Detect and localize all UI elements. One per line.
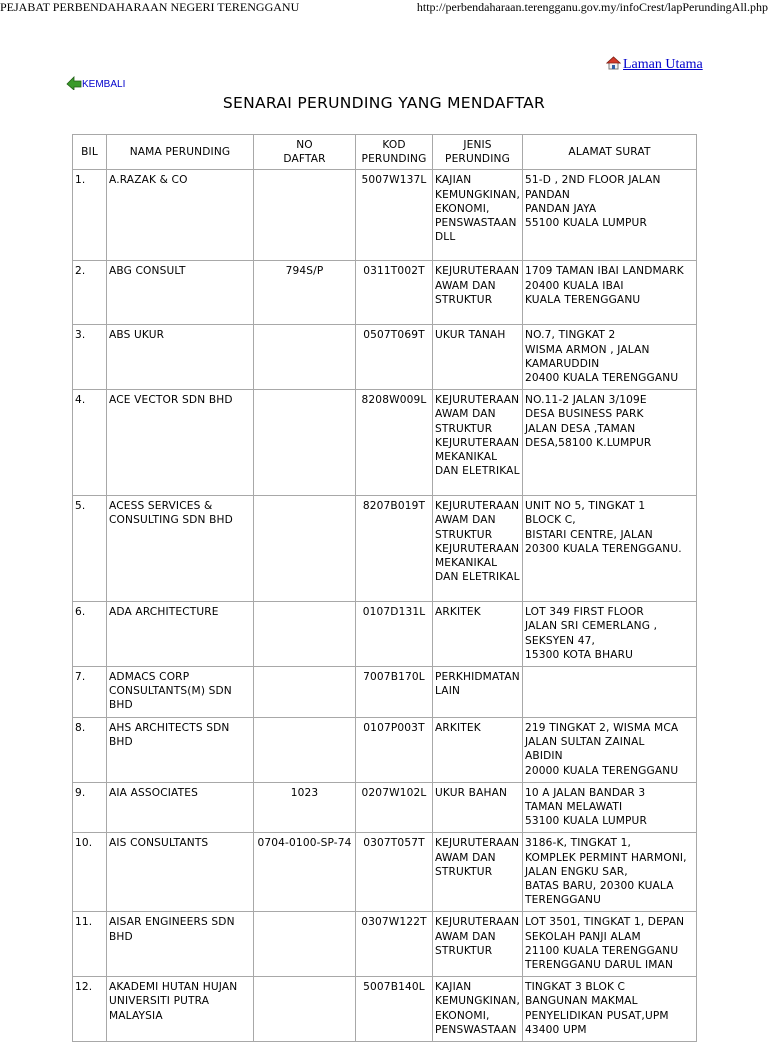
cell-alamat-line: BLOCK C, bbox=[525, 514, 576, 527]
cell-nama-line: ADMACS CORP bbox=[109, 671, 190, 684]
print-header bbox=[0, 0, 768, 18]
page-url: http://perbendaharaan.terengganu.gov.my/infoCrest/lapPerundingAll.php bbox=[416, 0, 768, 14]
cell-alamat-line: 20000 KUALA TERENGGANU bbox=[525, 764, 679, 777]
table-row bbox=[73, 718, 697, 783]
cell-alamat bbox=[523, 496, 697, 602]
cell-nama-line: AKADEMI HUTAN HUJAN bbox=[109, 981, 238, 994]
cell-jenis-line: PENSWASTAAN bbox=[435, 217, 517, 230]
cell-kod: 0107P003T bbox=[356, 718, 433, 783]
cell-alamat bbox=[523, 718, 697, 783]
cell-nama bbox=[107, 782, 254, 833]
cell-nama-line: ABG CONSULT bbox=[109, 265, 186, 278]
cell-jenis-line: KEJURUTERAAN bbox=[435, 436, 520, 449]
cell-alamat-line: KAMARUDDIN bbox=[525, 357, 600, 370]
cell-kod: 5007W137L bbox=[356, 170, 433, 261]
cell-jenis-line: UKUR TANAH bbox=[435, 329, 506, 342]
cell-alamat-line: 51-D , 2ND FLOOR JALAN bbox=[525, 174, 661, 187]
cell-jenis-line: KEJURUTERAAN bbox=[435, 265, 520, 278]
header-jenis: JENIS PERUNDING bbox=[433, 135, 523, 170]
cell-no-daftar bbox=[254, 977, 356, 1042]
table-row bbox=[73, 782, 697, 833]
cell-nama bbox=[107, 718, 254, 783]
cell-alamat bbox=[523, 170, 697, 261]
table-body bbox=[73, 170, 697, 1042]
cell-alamat-line: PANDAN JAYA bbox=[525, 202, 597, 215]
cell-alamat-line: DESA BUSINESS PARK bbox=[525, 408, 644, 421]
cell-bil: 6. bbox=[73, 602, 107, 667]
cell-alamat-line: UNIT NO 5, TINGKAT 1 bbox=[525, 500, 646, 513]
cell-jenis-line: KEMUNGKINAN, bbox=[435, 995, 521, 1008]
cell-jenis bbox=[433, 325, 523, 390]
cell-nama-line: ABS UKUR bbox=[109, 329, 165, 342]
cell-alamat-line: 10 A JALAN BANDAR 3 bbox=[525, 786, 646, 799]
cell-jenis-line: LAIN bbox=[435, 685, 461, 698]
cell-alamat bbox=[523, 977, 697, 1042]
cell-no-daftar bbox=[254, 390, 356, 496]
cell-nama-line: CONSULTING SDN BHD bbox=[109, 514, 233, 527]
table-row bbox=[73, 912, 697, 977]
cell-jenis-line: KEMUNGKINAN, bbox=[435, 188, 521, 201]
table-row bbox=[73, 170, 697, 261]
cell-alamat-line: 20400 KUALA IBAI bbox=[525, 279, 624, 292]
cell-jenis-line: KAJIAN bbox=[435, 174, 472, 187]
cell-nama-line: ACESS SERVICES & bbox=[109, 500, 213, 513]
cell-nama-line: MALAYSIA bbox=[109, 1009, 163, 1022]
cell-alamat-line: 1709 TAMAN IBAI LANDMARK bbox=[525, 265, 684, 278]
cell-kod: 5007B140L bbox=[356, 977, 433, 1042]
cell-bil: 4. bbox=[73, 390, 107, 496]
cell-nama bbox=[107, 325, 254, 390]
cell-jenis-line: KEJURUTERAAN bbox=[435, 500, 520, 513]
cell-alamat-line: 53100 KUALA LUMPUR bbox=[525, 815, 647, 828]
cell-alamat bbox=[523, 390, 697, 496]
cell-alamat-line: JALAN SULTAN ZAINAL bbox=[525, 736, 645, 749]
cell-kod: 0311T002T bbox=[356, 261, 433, 325]
cell-nama-line: ACE VECTOR SDN BHD bbox=[109, 394, 233, 407]
header-kod: KOD PERUNDING bbox=[356, 135, 433, 170]
cell-jenis bbox=[433, 718, 523, 783]
cell-nama-line: BHD bbox=[109, 930, 133, 943]
cell-alamat-line: TINGKAT 3 BLOK C bbox=[525, 981, 626, 994]
cell-alamat-line: BANGUNAN MAKMAL bbox=[525, 995, 638, 1008]
cell-alamat-line: NO.11-2 JALAN 3/109E bbox=[525, 394, 647, 407]
cell-jenis bbox=[433, 782, 523, 833]
house-icon bbox=[606, 56, 621, 70]
cell-alamat-line: JALAN SRI CEMERLANG , bbox=[525, 620, 658, 633]
cell-jenis bbox=[433, 667, 523, 718]
table-row bbox=[73, 833, 697, 912]
cell-jenis-line: AWAM DAN bbox=[435, 851, 496, 864]
back-link-label: KEMBALI bbox=[82, 79, 126, 90]
home-link-label: Laman Utama bbox=[623, 57, 703, 72]
cell-jenis bbox=[433, 602, 523, 667]
cell-alamat-line: 55100 KUALA LUMPUR bbox=[525, 217, 647, 230]
cell-no-daftar bbox=[254, 718, 356, 783]
cell-no-daftar: 794S/P bbox=[254, 261, 356, 325]
cell-alamat-line: PENYELIDIKAN PUSAT,UPM bbox=[525, 1009, 669, 1022]
cell-alamat bbox=[523, 261, 697, 325]
cell-jenis bbox=[433, 833, 523, 912]
cell-nama-line: BHD bbox=[109, 699, 133, 712]
cell-jenis-line: UKUR BAHAN bbox=[435, 786, 508, 799]
cell-jenis-line: KEJURUTERAAN bbox=[435, 916, 520, 929]
cell-kod: 7007B170L bbox=[356, 667, 433, 718]
cell-alamat-line: 20400 KUALA TERENGGANU bbox=[525, 372, 679, 385]
cell-nama bbox=[107, 390, 254, 496]
cell-jenis-line: KEJURUTERAAN bbox=[435, 394, 520, 407]
cell-jenis-line: KAJIAN bbox=[435, 981, 472, 994]
cell-jenis-line: STRUKTUR bbox=[435, 944, 493, 957]
cell-bil: 12. bbox=[73, 977, 107, 1042]
cell-jenis bbox=[433, 977, 523, 1042]
table-row bbox=[73, 667, 697, 718]
cell-nama-line: UNIVERSITI PUTRA bbox=[109, 995, 210, 1008]
cell-jenis-line: AWAM DAN bbox=[435, 930, 496, 943]
header-no-daftar: NO DAFTAR bbox=[254, 135, 356, 170]
cell-alamat-line: SEKSYEN 47, bbox=[525, 634, 596, 647]
cell-nama-line: A.RAZAK & CO bbox=[109, 174, 188, 187]
cell-bil: 9. bbox=[73, 782, 107, 833]
cell-no-daftar: 1023 bbox=[254, 782, 356, 833]
back-link[interactable] bbox=[66, 74, 125, 90]
cell-alamat-line: 43400 UPM bbox=[525, 1023, 587, 1036]
cell-nama bbox=[107, 667, 254, 718]
cell-alamat-line: TERENGGANU bbox=[525, 894, 601, 907]
cell-alamat-line: LOT 3501, TINGKAT 1, DEPAN bbox=[525, 916, 685, 929]
cell-alamat bbox=[523, 325, 697, 390]
cell-bil: 1. bbox=[73, 170, 107, 261]
cell-jenis bbox=[433, 261, 523, 325]
cell-alamat-line: BISTARI CENTRE, JALAN bbox=[525, 528, 653, 541]
cell-no-daftar bbox=[254, 496, 356, 602]
cell-alamat-line: JALAN ENGKU SAR, bbox=[525, 865, 628, 878]
cell-alamat-line: BATAS BARU, 20300 KUALA bbox=[525, 880, 674, 893]
cell-nama-line: AISAR ENGINEERS SDN bbox=[109, 916, 235, 929]
cell-bil: 11. bbox=[73, 912, 107, 977]
cell-jenis-line: MEKANIKAL bbox=[435, 557, 498, 570]
cell-alamat-line: NO.7, TINGKAT 2 bbox=[525, 329, 616, 342]
cell-jenis-line: PERKHIDMATAN bbox=[435, 671, 520, 684]
cell-kod: 8207B019T bbox=[356, 496, 433, 602]
cell-jenis-line: DAN ELETRIKAL bbox=[435, 571, 520, 584]
cell-alamat bbox=[523, 602, 697, 667]
cell-jenis-line: AWAM DAN bbox=[435, 408, 496, 421]
cell-no-daftar bbox=[254, 170, 356, 261]
cell-kod: 0307T057T bbox=[356, 833, 433, 912]
cell-jenis-line: AWAM DAN bbox=[435, 514, 496, 527]
cell-nama bbox=[107, 261, 254, 325]
cell-jenis-line: KEJURUTERAAN bbox=[435, 542, 520, 555]
cell-bil: 7. bbox=[73, 667, 107, 718]
cell-jenis-line: EKONOMI, bbox=[435, 202, 490, 215]
cell-jenis-line: PENSWASTAAN bbox=[435, 1023, 517, 1036]
home-link[interactable] bbox=[606, 56, 703, 73]
consultant-table bbox=[72, 134, 697, 1042]
cell-jenis bbox=[433, 912, 523, 977]
cell-jenis bbox=[433, 496, 523, 602]
cell-nama-line: BHD bbox=[109, 736, 133, 749]
header-nama: NAMA PERUNDING bbox=[107, 135, 254, 170]
cell-alamat-line: SEKOLAH PANJI ALAM bbox=[525, 930, 641, 943]
cell-nama bbox=[107, 977, 254, 1042]
cell-bil: 2. bbox=[73, 261, 107, 325]
header-alamat: ALAMAT SURAT bbox=[523, 135, 697, 170]
page-title: SENARAI PERUNDING YANG MENDAFTAR bbox=[222, 94, 546, 112]
cell-jenis bbox=[433, 170, 523, 261]
cell-kod: 8208W009L bbox=[356, 390, 433, 496]
cell-jenis-line: ARKITEK bbox=[435, 722, 481, 735]
back-arrow-icon bbox=[66, 74, 82, 90]
cell-no-daftar bbox=[254, 325, 356, 390]
cell-kod: 0507T069T bbox=[356, 325, 433, 390]
table-header-row bbox=[73, 135, 697, 170]
table-row bbox=[73, 496, 697, 602]
cell-alamat-line: 3186-K, TINGKAT 1, bbox=[525, 837, 632, 850]
cell-nama-line: AIS CONSULTANTS bbox=[109, 837, 209, 850]
cell-alamat bbox=[523, 833, 697, 912]
cell-alamat-line: KOMPLEK PERMINT HARMONI, bbox=[525, 851, 687, 864]
cell-bil: 5. bbox=[73, 496, 107, 602]
cell-jenis-line: EKONOMI, bbox=[435, 1009, 490, 1022]
header-bil: BIL bbox=[73, 135, 107, 170]
cell-alamat-line: WISMA ARMON , JALAN bbox=[525, 343, 650, 356]
cell-alamat-line: 15300 KOTA BHARU bbox=[525, 648, 634, 661]
cell-jenis-line: MEKANIKAL bbox=[435, 451, 498, 464]
cell-bil: 10. bbox=[73, 833, 107, 912]
cell-nama bbox=[107, 912, 254, 977]
cell-no-daftar bbox=[254, 912, 356, 977]
cell-jenis-line: STRUKTUR bbox=[435, 293, 493, 306]
cell-jenis-line: AWAM DAN bbox=[435, 279, 496, 292]
cell-alamat-line: KUALA TERENGGANU bbox=[525, 293, 641, 306]
cell-jenis-line: STRUKTUR bbox=[435, 422, 493, 435]
cell-nama bbox=[107, 496, 254, 602]
cell-kod: 0307W122T bbox=[356, 912, 433, 977]
site-title: PEJABAT PERBENDAHARAAN NEGERI TERENGGANU bbox=[0, 0, 300, 14]
cell-jenis-line: STRUKTUR bbox=[435, 528, 493, 541]
table-row bbox=[73, 977, 697, 1042]
table-row bbox=[73, 602, 697, 667]
cell-alamat-line: PANDAN bbox=[525, 188, 570, 201]
cell-nama bbox=[107, 833, 254, 912]
cell-nama bbox=[107, 170, 254, 261]
cell-bil: 8. bbox=[73, 718, 107, 783]
cell-alamat-line: 219 TINGKAT 2, WISMA MCA bbox=[525, 722, 679, 735]
cell-alamat-line: TAMAN MELAWATI bbox=[525, 801, 623, 814]
cell-nama-line: ADA ARCHITECTURE bbox=[109, 606, 219, 619]
cell-alamat-line: ABIDIN bbox=[525, 750, 563, 763]
cell-alamat bbox=[523, 782, 697, 833]
cell-alamat-line: JALAN DESA ,TAMAN bbox=[525, 422, 636, 435]
cell-no-daftar: 0704-0100-SP-74 bbox=[254, 833, 356, 912]
cell-jenis-line: DLL bbox=[435, 231, 456, 244]
table-row bbox=[73, 261, 697, 325]
cell-alamat-line: LOT 349 FIRST FLOOR bbox=[525, 606, 644, 619]
cell-nama-line: AIA ASSOCIATES bbox=[109, 786, 198, 799]
cell-alamat bbox=[523, 912, 697, 977]
cell-nama-line: AHS ARCHITECTS SDN bbox=[109, 722, 230, 735]
cell-kod: 0207W102L bbox=[356, 782, 433, 833]
cell-nama-line: CONSULTANTS(M) SDN bbox=[109, 685, 232, 698]
table-row bbox=[73, 390, 697, 496]
cell-alamat-line: 21100 KUALA TERENGGANU bbox=[525, 944, 679, 957]
cell-jenis-line: DAN ELETRIKAL bbox=[435, 465, 520, 478]
cell-jenis-line: KEJURUTERAAN bbox=[435, 837, 520, 850]
cell-jenis bbox=[433, 390, 523, 496]
cell-jenis-line: ARKITEK bbox=[435, 606, 481, 619]
cell-nama bbox=[107, 602, 254, 667]
cell-alamat bbox=[523, 667, 697, 718]
cell-no-daftar bbox=[254, 602, 356, 667]
cell-alamat-line: TERENGGANU DARUL IMAN bbox=[525, 959, 674, 972]
cell-alamat-line: DESA,58100 K.LUMPUR bbox=[525, 436, 652, 449]
table-row bbox=[73, 325, 697, 390]
cell-alamat-line: 20300 KUALA TERENGGANU. bbox=[525, 542, 682, 555]
cell-kod: 0107D131L bbox=[356, 602, 433, 667]
cell-jenis-line: STRUKTUR bbox=[435, 865, 493, 878]
cell-bil: 3. bbox=[73, 325, 107, 390]
cell-no-daftar bbox=[254, 667, 356, 718]
